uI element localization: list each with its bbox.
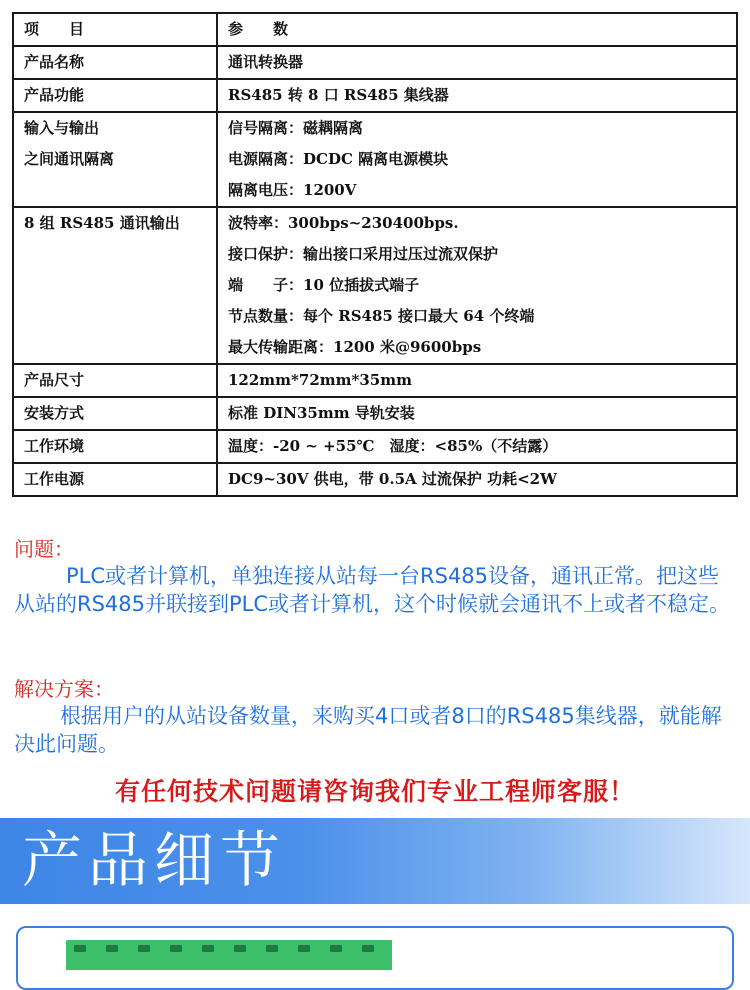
- spec-key: [13, 46, 217, 79]
- terminal-slot: [330, 945, 342, 952]
- spec-value-text: 端 子：10 位插拔式端子: [228, 276, 420, 294]
- header-key-text: 项 目: [24, 20, 85, 38]
- spec-header-value: [217, 13, 737, 46]
- spec-key: [13, 397, 217, 430]
- spec-key: [13, 430, 217, 463]
- spec-key-text: 之间通讯隔离: [24, 150, 115, 168]
- terminal-slot: [106, 945, 118, 952]
- spec-table: [12, 12, 738, 497]
- terminal-slot: [74, 945, 86, 952]
- spec-row-size: [13, 364, 737, 397]
- support-notice: 有任何技术问题请咨询我们专业工程师客服！: [114, 777, 635, 806]
- spec-key: [13, 207, 217, 364]
- spec-key-text: 输入与输出: [24, 119, 100, 137]
- terminal-slot: [266, 945, 278, 952]
- spec-value: [217, 463, 737, 496]
- solution-title: 解决方案：: [14, 677, 114, 701]
- spec-row-output: [13, 207, 737, 364]
- spec-row-function: [13, 79, 737, 112]
- solution-section: [14, 676, 738, 758]
- spec-value-text: 节点数量：每个 RS485 接口最大 64 个终端: [228, 307, 535, 325]
- spec-key: [13, 364, 217, 397]
- spec-row-environment: [13, 430, 737, 463]
- spec-key-text: 安装方式: [24, 404, 85, 422]
- spec-key-text: 产品尺寸: [24, 371, 85, 389]
- spec-value-text: 隔离电压：1200V: [228, 181, 357, 199]
- problem-body-wrap: [14, 562, 738, 618]
- banner-title: 产品细节: [22, 826, 286, 896]
- spec-value-text: 122mm*72mm*35mm: [228, 371, 412, 389]
- spec-header-key: [13, 13, 217, 46]
- spec-value: [217, 364, 737, 397]
- spec-value-text: 波特率：300bps~230400bps.: [228, 214, 459, 232]
- spec-key-text: 工作环境: [24, 437, 85, 455]
- spec-value: [217, 207, 737, 364]
- spec-value-text: 接口保护：输出接口采用过压过流双保护: [228, 245, 499, 263]
- spec-row-install: [13, 397, 737, 430]
- spec-value: [217, 430, 737, 463]
- spec-value: [217, 79, 737, 112]
- terminal-slot: [138, 945, 150, 952]
- terminal-slot: [234, 945, 246, 952]
- spec-key: [13, 112, 217, 207]
- terminal-slot: [170, 945, 182, 952]
- terminal-slot: [298, 945, 310, 952]
- terminal-slot: [202, 945, 214, 952]
- spec-value-text: 温度：-20 ~ +55℃ 湿度：<85%（不结露）: [228, 437, 558, 455]
- spec-key-text: 工作电源: [24, 470, 85, 488]
- spec-header-row: [13, 13, 737, 46]
- solution-body-wrap: [14, 702, 738, 758]
- spec-value-text: RS485 转 8 口 RS485 集线器: [228, 86, 449, 104]
- terminal-slot: [362, 945, 374, 952]
- header-value-text: 参 数: [228, 20, 289, 38]
- problem-title: 问题：: [14, 537, 74, 561]
- spec-row-isolation: [13, 112, 737, 207]
- spec-value: [217, 46, 737, 79]
- spec-key-text: 8 组 RS485 通讯输出: [24, 214, 180, 232]
- spec-value-text: 电源隔离：DCDC 隔离电源模块: [228, 150, 449, 168]
- spec-value: [217, 112, 737, 207]
- spec-value-text: 标准 DIN35mm 导轨安装: [228, 404, 415, 422]
- problem-section: [14, 536, 738, 618]
- spec-key-text: 产品功能: [24, 86, 85, 104]
- spec-key: [13, 79, 217, 112]
- spec-value-text: 最大传输距离：1200 米@9600bps: [228, 338, 482, 356]
- spec-value-text: 通讯转换器: [228, 53, 304, 71]
- problem-body: PLC或者计算机，单独连接从站每一台RS485设备，通讯正常。把这些从站的RS485并联接到PLC或者计算机，这个时候就会通讯不上或者不稳定。: [14, 564, 731, 616]
- solution-body: 根据用户的从站设备数量，来购买4口或者8口的RS485集线器，就能解决此问题。: [14, 704, 722, 756]
- spec-value-text: DC9~30V 供电，带 0.5A 过流保护 功耗<2W: [228, 470, 557, 488]
- spec-row-power: [13, 463, 737, 496]
- spec-key: [13, 463, 217, 496]
- section-banner: [0, 818, 750, 904]
- spec-value: [217, 397, 737, 430]
- spec-row-name: [13, 46, 737, 79]
- spec-key-text: 产品名称: [24, 53, 85, 71]
- spec-value-text: 信号隔离：磁耦隔离: [228, 119, 364, 137]
